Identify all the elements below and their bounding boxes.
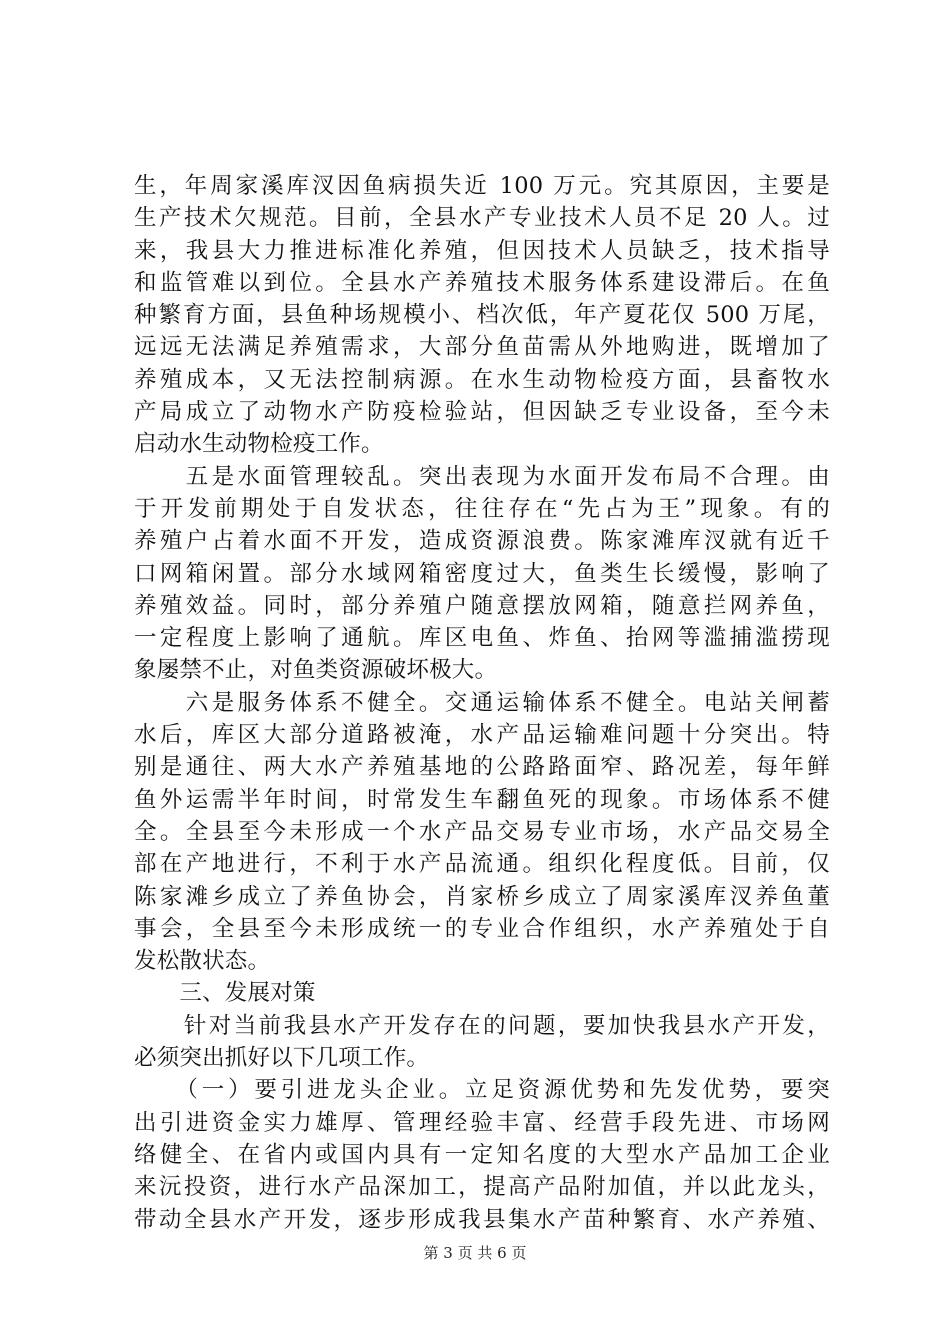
- page-footer: 第 3 页 共 6 页: [423, 1244, 527, 1262]
- text-line: 别是通往、两大水产养殖基地的公路路面窄、路况差，每年鲜: [134, 754, 830, 781]
- text-line: 必须突出抓好以下几项工作。: [134, 1045, 430, 1072]
- text-line: 出引进资金实力雄厚、管理经验丰富、经营手段先进、市场网: [134, 1109, 830, 1136]
- text-line: 于开发前期处于自发状态，往往存在“先占为王”现象。有的: [134, 495, 830, 522]
- text-line: 养殖效益。同时，部分养殖户随意摆放网箱，随意拦网养鱼，: [134, 592, 830, 619]
- text-line: 全。全县至今未形成一个水产品交易专业市场，水产品交易全: [134, 818, 830, 845]
- text-line: 事会，全县至今未形成统一的专业合作组织，水产养殖处于自: [134, 915, 830, 942]
- text-line: 来沅投资，进行水产品深加工，提高产品附加值，并以此龙头，: [134, 1174, 830, 1201]
- text-line: 口网箱闲置。部分水域网箱密度过大，鱼类生长缓慢，影响了: [134, 560, 830, 587]
- text-line: 生，年周家溪库汊因鱼病损失近 100 万元。究其原因，主要是: [134, 173, 830, 199]
- text-line: 络健全、在省内或国内具有一定知名度的大型水产品加工企业: [134, 1141, 830, 1168]
- text-line: 远远无法满足养殖需求，大部分鱼苗需从外地购进，既增加了: [134, 334, 830, 361]
- text-line: 三、发展对策: [134, 980, 316, 1007]
- text-line: 发松散状态。: [134, 948, 271, 975]
- text-line: 带动全县水产开发，逐步形成我县集水产苗种繁育、水产养殖、: [134, 1206, 830, 1233]
- text-line: 针对当前我县水产开发存在的问题，要加快我县水产开发，: [134, 1012, 830, 1039]
- text-line: 一定程度上影响了通航。库区电鱼、炸鱼、抬网等滥捕滥捞现: [134, 625, 830, 652]
- text-line: 水后，库区大部分道路被淹，水产品运输难问题十分突出。特: [134, 722, 830, 749]
- text-line: 种繁育方面，县鱼种场规模小、档次低，年产夏花仅 500 万尾，: [134, 302, 830, 329]
- document-body: [134, 170, 830, 1236]
- text-line: 六是服务体系不健全。交通运输体系不健全。电站关闸蓄: [134, 689, 830, 716]
- text-line: 启动水生动物检疫工作。: [134, 431, 384, 458]
- text-line: 陈家滩乡成立了养鱼协会，肖家桥乡成立了周家溪库汊养鱼董: [134, 883, 830, 910]
- text-line: 五是水面管理较乱。突出表现为水面开发布局不合理。由: [134, 463, 830, 490]
- text-line: 鱼外运需半年时间，时常发生车翻鱼死的现象。市场体系不健: [134, 786, 830, 813]
- text-line: 养殖成本，又无法控制病源。在水生动物检疫方面，县畜牧水: [134, 366, 830, 393]
- text-line: 象屡禁不止，对鱼类资源破坏极大。: [134, 657, 498, 684]
- text-line: 来，我县大力推进标准化养殖，但因技术人员缺乏，技术指导: [134, 237, 830, 264]
- text-line: 养殖户占着水面不开发，造成资源浪费。陈家滩库汊就有近千: [134, 528, 830, 555]
- text-line: 部在产地进行，不利于水产品流通。组织化程度低。目前，仅: [134, 851, 830, 878]
- text-line: 和监管难以到位。全县水产养殖技术服务体系建设滞后。在鱼: [134, 269, 830, 296]
- text-line: （一）要引进龙头企业。立足资源优势和先发优势，要突: [134, 1077, 830, 1104]
- text-line: 生产技术欠规范。目前，全县水产专业技术人员不足 20 人。过: [134, 205, 830, 232]
- text-line: 产局成立了动物水产防疫检验站，但因缺乏专业设备，至今未: [134, 399, 830, 426]
